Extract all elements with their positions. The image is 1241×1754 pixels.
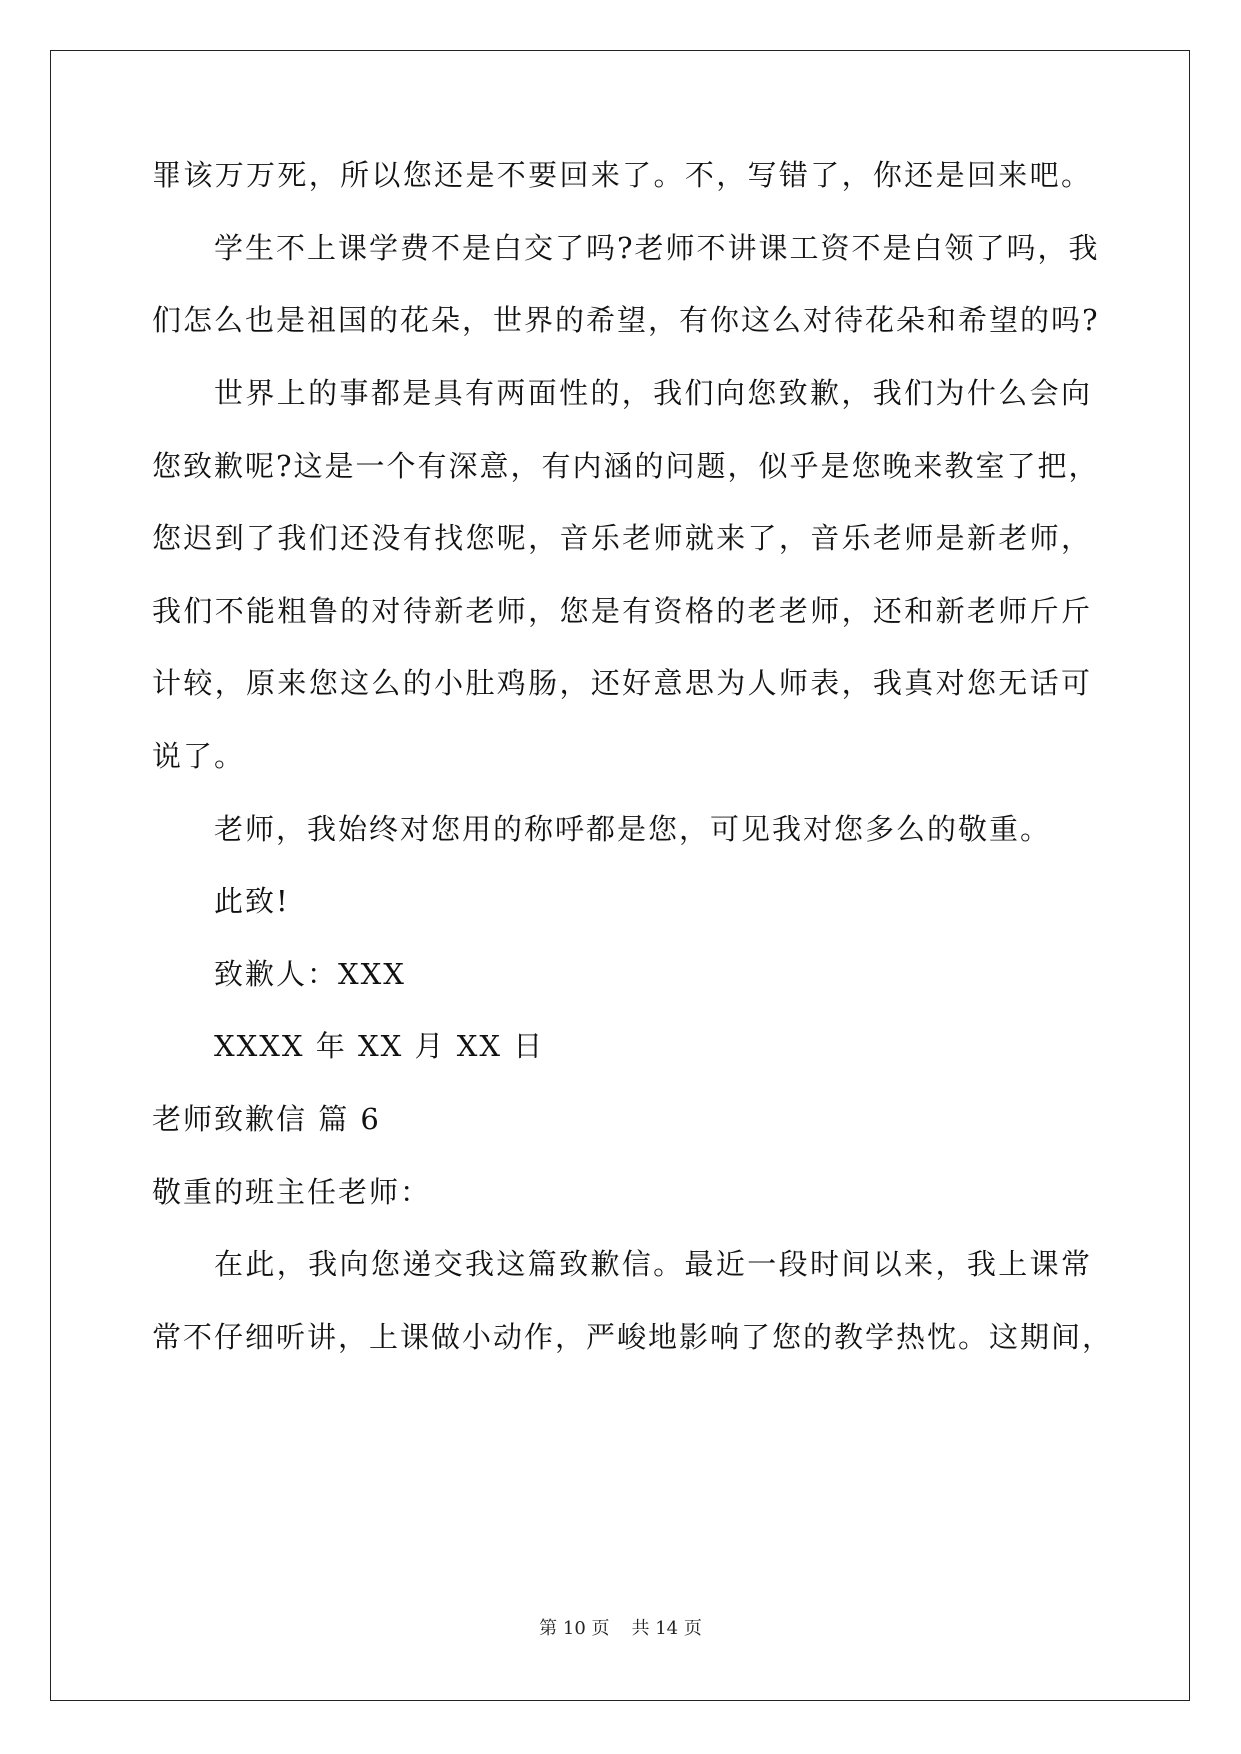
text-line: 说了。 (152, 739, 246, 773)
text-line: 您迟到了我们还没有找您呢，音乐老师就来了，音乐老师是新老师， (152, 521, 1092, 555)
signature-line: 致歉人：XXX (214, 957, 406, 991)
closing-salutation: 此致! (214, 884, 290, 918)
greeting-line: 敬重的班主任老师： (152, 1175, 432, 1209)
text-line: 计较，原来您这么的小肚鸡肠，还好意思为人师表，我真对您无话可 (152, 666, 1092, 700)
text-line: 常不仔细听讲，上课做小动作，严峻地影响了您的教学热忱。这期间， (152, 1320, 1114, 1354)
page-footer (0, 1617, 1241, 1641)
paragraph-first-line: 老师，我始终对您用的称呼都是您，可见我对您多么的敬重。 (214, 812, 1052, 846)
text-line: 我们不能粗鲁的对待新老师，您是有资格的老老师，还和新老师斤斤 (152, 594, 1092, 628)
page-border (50, 50, 1190, 1701)
paragraph-first-line: 在此，我向您递交我这篇致歉信。最近一段时间以来，我上课常 (214, 1247, 1092, 1281)
paragraph-first-line: 学生不上课学费不是白交了吗?老师不讲课工资不是白领了吗，我 (214, 231, 1100, 265)
text-line: 罪该万万死，所以您还是不要回来了。不，写错了，你还是回来吧。 (152, 158, 1092, 192)
total-page-count: 共 14 页 (631, 1618, 702, 1639)
date-line: XXXX 年 XX 月 XX 日 (214, 1029, 545, 1063)
current-page-number: 第 10 页 (539, 1618, 610, 1639)
paragraph-first-line: 世界上的事都是具有两面性的，我们向您致歉，我们为什么会向 (214, 376, 1092, 410)
section-heading: 老师致歉信 篇 6 (152, 1102, 381, 1136)
text-line: 们怎么也是祖国的花朵，世界的希望，有你这么对待花朵和希望的吗? (152, 303, 1100, 337)
text-line: 您致歉呢?这是一个有深意，有内涵的问题，似乎是您晚来教室了把， (152, 449, 1100, 483)
